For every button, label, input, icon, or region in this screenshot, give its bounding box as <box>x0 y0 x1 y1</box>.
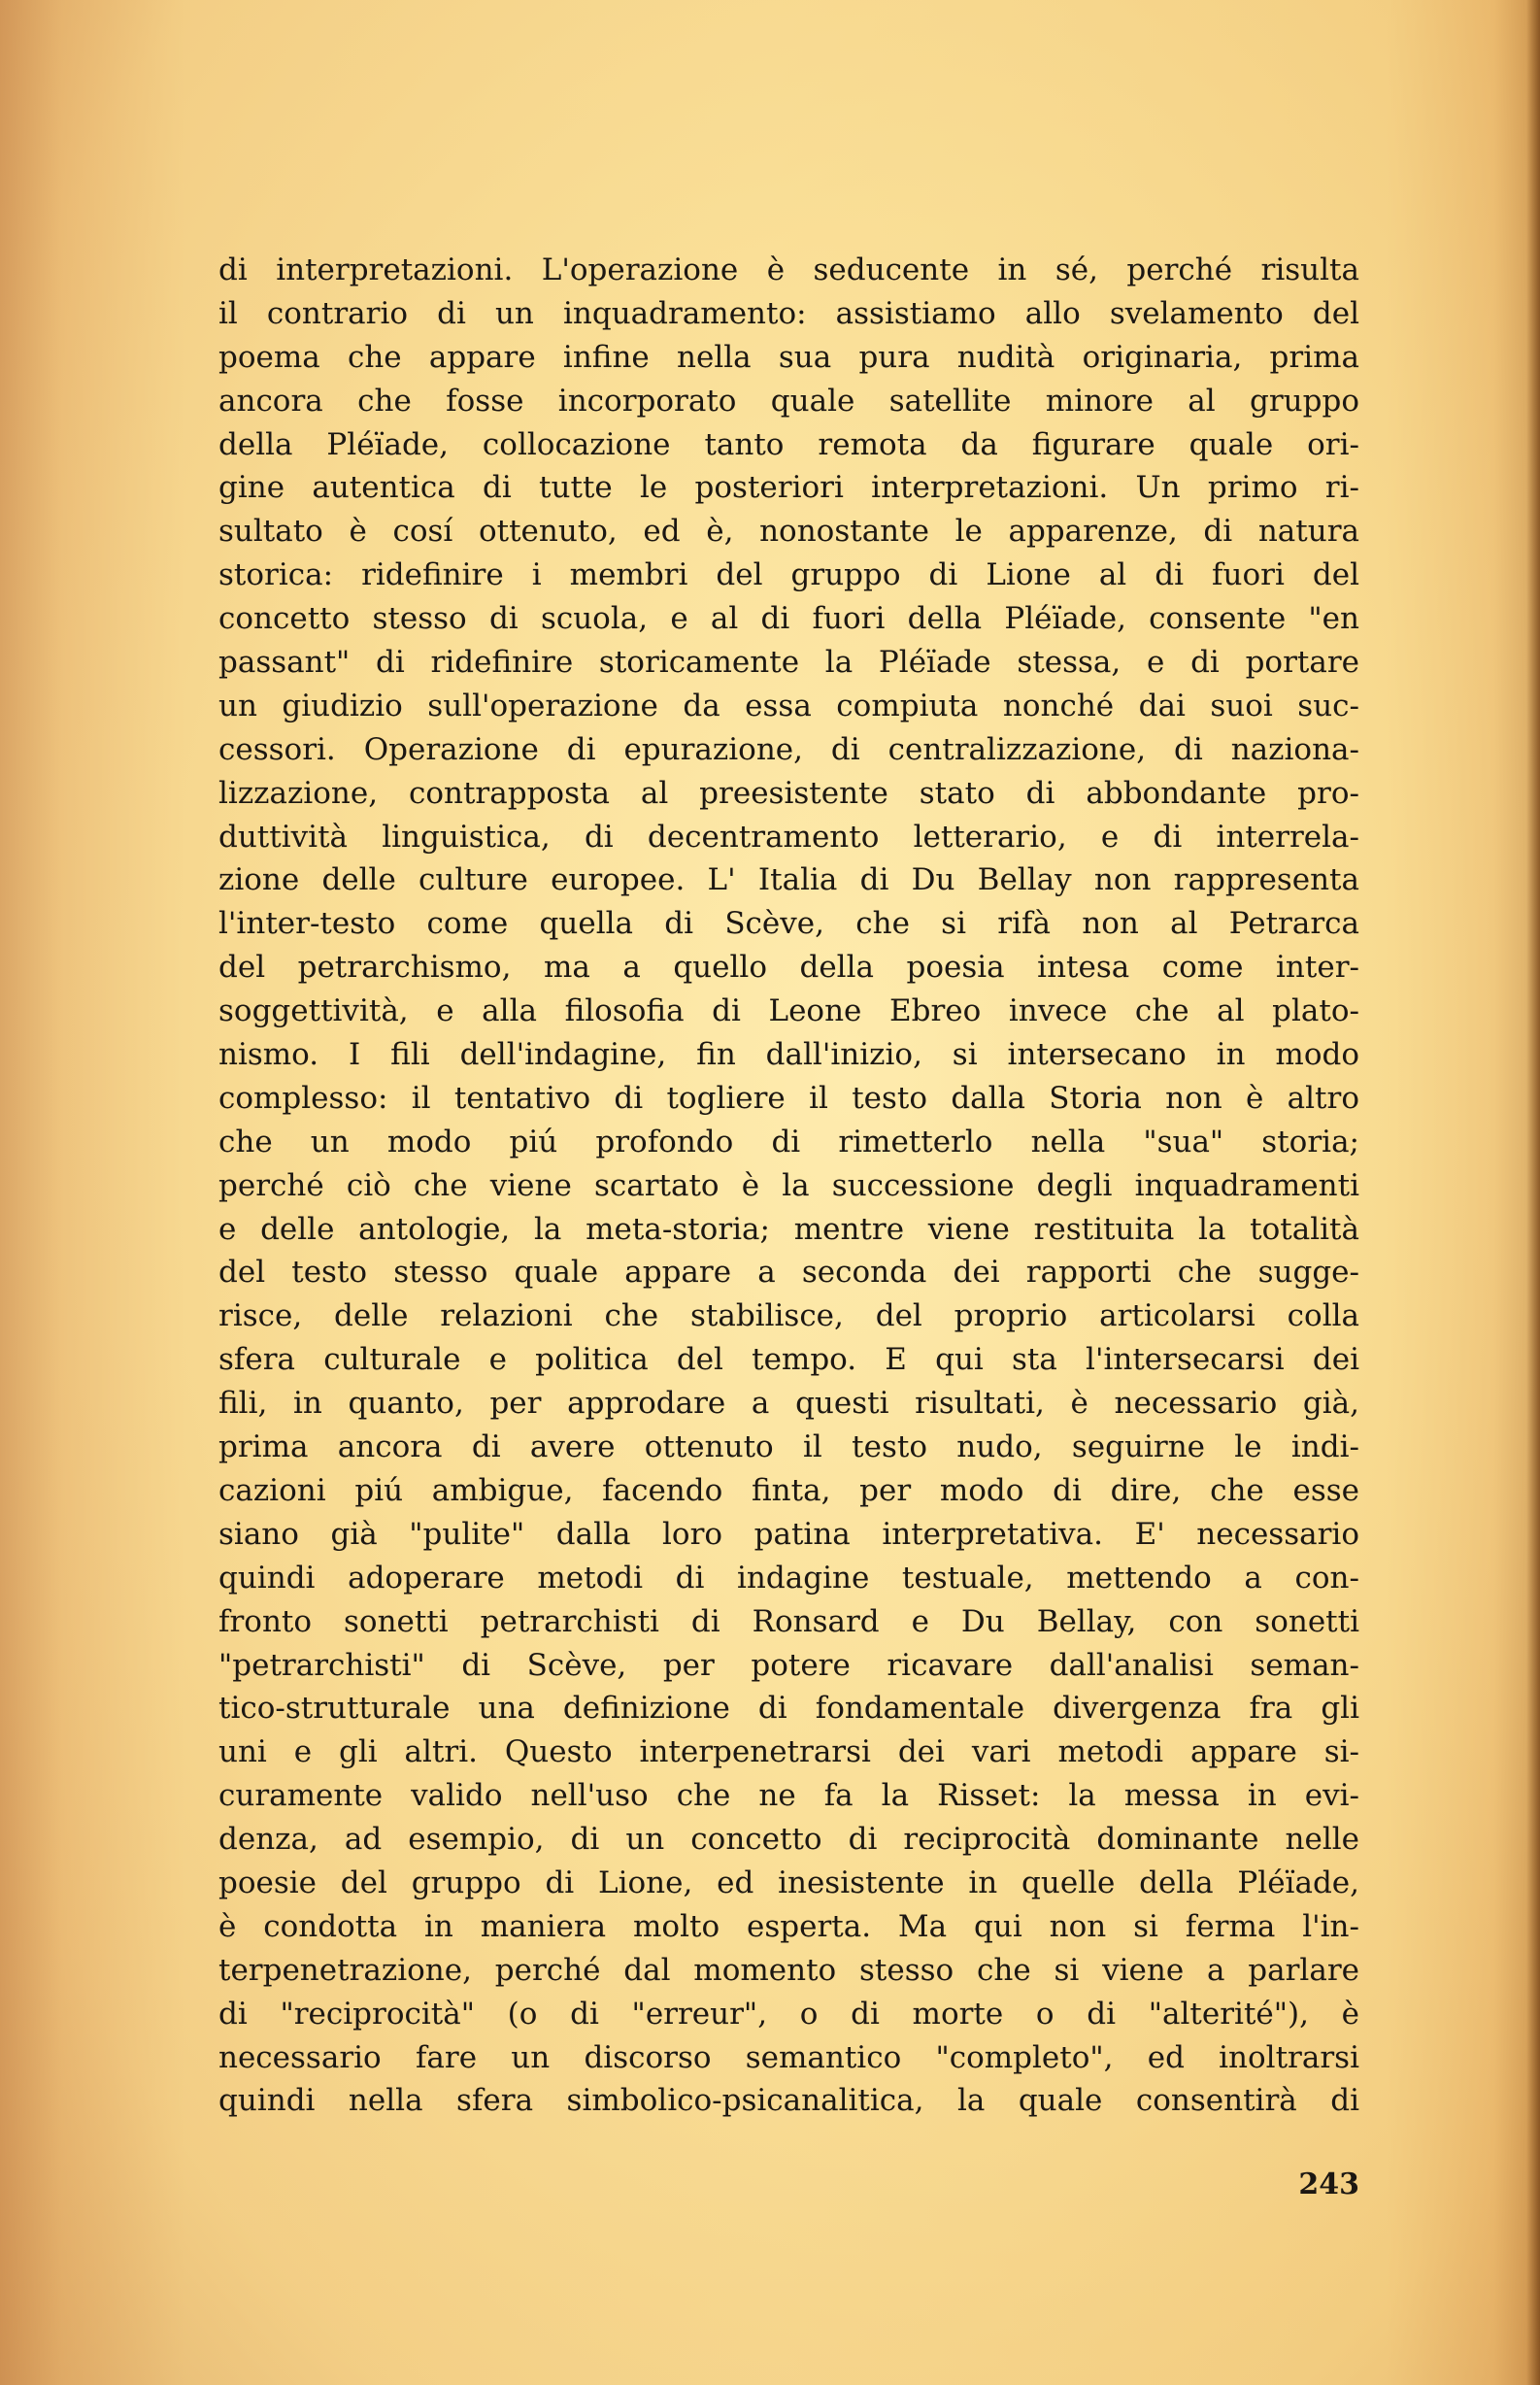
text-line: storica: ridefinire i membri del gruppo di Lione al di fuori del <box>218 557 1359 593</box>
text-line: del petrarchismo, ma a quello della poesia intesa come inter- <box>218 950 1359 986</box>
text-line: complesso: il tentativo di togliere il testo dalla Storia non è altro <box>218 1080 1359 1116</box>
text-line: ancora che fosse incorporato quale satellite minore al gruppo <box>218 383 1359 419</box>
text-line: fili, in quanto, per approdare a questi risultati, è necessario già, <box>218 1386 1359 1422</box>
text-line: sfera culturale e politica del tempo. E qui sta l'intersecarsi dei <box>218 1342 1359 1378</box>
text-line: "petrarchisti" di Scève, per potere ricavare dall'analisi seman- <box>218 1647 1359 1683</box>
text-line: di interpretazioni. L'operazione è seducente in sé, perché risulta <box>218 252 1359 287</box>
text-line: risce, delle relazioni che stabilisce, del proprio articolarsi colla <box>218 1298 1359 1334</box>
page-edge-shadow <box>1526 0 1540 2385</box>
text-line: sultato è cosí ottenuto, ed è, nonostante le apparenze, di natura <box>218 514 1359 550</box>
text-line: terpenetrazione, perché dal momento stesso che si viene a parlare <box>218 1952 1359 1988</box>
text-line: siano già "pulite" dalla loro patina interpretativa. E' necessario <box>218 1516 1359 1552</box>
text-line: di "reciprocità" (o di "erreur", o di morte o di "alterité"), è <box>218 1996 1359 2032</box>
text-line: fronto sonetti petrarchisti di Ronsard e Du Bellay, con sonetti <box>218 1603 1359 1639</box>
text-line: è condotta in maniera molto esperta. Ma qui non si ferma l'in- <box>218 1908 1359 1944</box>
text-line: poema che appare infine nella sua pura nudità originaria, prima <box>218 339 1359 375</box>
text-line: necessario fare un discorso semantico "completo", ed inoltrarsi <box>218 2039 1359 2075</box>
text-line: quindi adoperare metodi di indagine testuale, mettendo a con- <box>218 1560 1359 1596</box>
text-line: l'inter-testo come quella di Scève, che si rifà non al Petrarca <box>218 906 1359 942</box>
text-line: e delle antologie, la meta-storia; mentre viene restituita la totalità <box>218 1211 1359 1247</box>
text-line: tico-strutturale una definizione di fondamentale divergenza fra gli <box>218 1691 1359 1727</box>
text-line: concetto stesso di scuola, e al di fuori della Pléïade, consente "en <box>218 601 1359 637</box>
text-line: curamente valido nell'uso che ne fa la Risset: la messa in evi- <box>218 1778 1359 1814</box>
text-line: prima ancora di avere ottenuto il testo nudo, seguirne le indi- <box>218 1429 1359 1465</box>
page-number: 243 <box>1298 2167 1359 2201</box>
text-line: zione delle culture europee. L' Italia di Du Bellay non rappresenta <box>218 862 1359 898</box>
text-line: gine autentica di tutte le posteriori interpretazioni. Un primo ri- <box>218 470 1359 506</box>
text-line: quindi nella sfera simbolico-psicanalitica, la quale consentirà di <box>218 2083 1359 2119</box>
text-line: della Pléïade, collocazione tanto remota da figurare quale ori- <box>218 426 1359 462</box>
text-line: denza, ad esempio, di un concetto di reciprocità dominante nelle <box>218 1822 1359 1858</box>
text-line: del testo stesso quale appare a seconda dei rapporti che sugge- <box>218 1255 1359 1291</box>
text-line: il contrario di un inquadramento: assistiamo allo svelamento del <box>218 295 1359 331</box>
text-line: che un modo piú profondo di rimetterlo nella "sua" storia; <box>218 1124 1359 1159</box>
text-line: perché ciò che viene scartato è la successione degli inquadramenti <box>218 1167 1359 1203</box>
text-line: soggettività, e alla filosofia di Leone Ebreo invece che al plato- <box>218 993 1359 1029</box>
text-line: cessori. Operazione di epurazione, di centralizzazione, di naziona- <box>218 731 1359 767</box>
text-line: uni e gli altri. Questo interpenetrarsi dei vari metodi appare si- <box>218 1734 1359 1770</box>
text-line: duttività linguistica, di decentramento letterario, e di interrela- <box>218 819 1359 855</box>
text-line: lizzazione, contrapposta al preesistente stato di abbondante pro- <box>218 775 1359 811</box>
text-line: nismo. I fili dell'indagine, fin dall'inizio, si intersecano in modo <box>218 1037 1359 1073</box>
text-line: cazioni piú ambigue, facendo finta, per modo di dire, che esse <box>218 1472 1359 1508</box>
text-line: un giudizio sull'operazione da essa compiuta nonché dai suoi suc- <box>218 688 1359 723</box>
text-line: passant" di ridefinire storicamente la Pléïade stessa, e di portare <box>218 645 1359 681</box>
body-text <box>218 249 1359 2123</box>
text-line: poesie del gruppo di Lione, ed inesistente in quelle della Pléïade, <box>218 1864 1359 1900</box>
